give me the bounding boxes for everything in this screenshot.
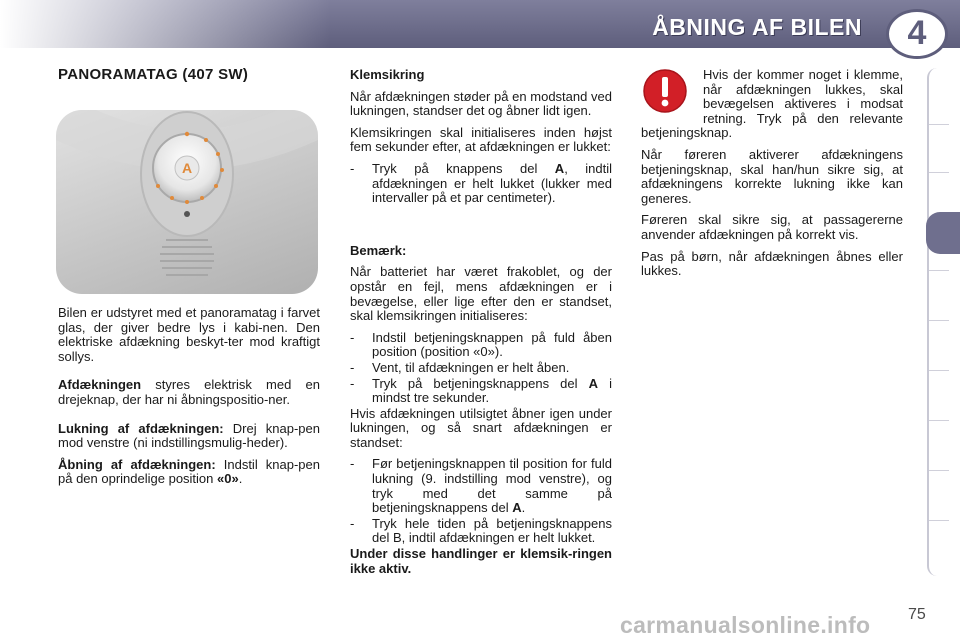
- key-a: A: [512, 500, 522, 516]
- warning-paragraph-3: Føreren skal sikre sig, at passagererne anvender afdækningen på korrekt vis.: [641, 212, 903, 242]
- side-tab[interactable]: [929, 370, 949, 371]
- note-title: [350, 244, 612, 259]
- indicator-dot: [184, 211, 190, 217]
- side-tab[interactable]: [929, 520, 949, 521]
- side-tab[interactable]: [929, 172, 949, 173]
- header-fade: [0, 0, 330, 48]
- column-right: [641, 68, 903, 286]
- roof-control-illustration: [56, 110, 318, 294]
- lukning-text: Drej knap-pen mod venstre (ni indstillingsmulig-heder).: [58, 420, 320, 451]
- side-tab[interactable]: [929, 270, 949, 271]
- note-warning: [350, 547, 612, 576]
- afdaekningen-label: Afdækningen: [58, 377, 142, 393]
- side-tab[interactable]: [929, 320, 949, 321]
- column-middle: [350, 68, 612, 583]
- klemsikring-paragraph-1: Når afdækningen støder på en modstand ved lukningen, standser det og åbner lidt igen.: [350, 88, 612, 119]
- lukning-paragraph: [58, 422, 320, 451]
- aabning-end: .: [238, 471, 243, 487]
- aabning-position: «0»: [217, 471, 239, 487]
- side-tab-active[interactable]: [926, 212, 960, 254]
- klemsikring-paragraph-2: Klemsikringen skal initialiseres inden højst fem sekunder efter, at afdækningen er lukket:: [350, 124, 612, 155]
- step-text: Tryk på betjeningsknappens del: [372, 375, 589, 391]
- side-tab-strip: [927, 68, 947, 576]
- page-number: 75: [908, 606, 926, 623]
- step-text: .: [521, 500, 526, 516]
- note-warning-text: Under disse handlinger er klemsik-ringen ikke aktiv.: [350, 546, 612, 576]
- step-text: i mindst tre sekunder.: [372, 375, 612, 406]
- warning-icon: [641, 68, 689, 114]
- note-step-4: [350, 457, 612, 515]
- klemsikring-title-text: Klemsikring: [350, 67, 425, 82]
- klemsikring-title: [350, 68, 612, 83]
- key-a: A: [554, 160, 565, 176]
- control-label-a: A: [181, 160, 193, 176]
- afdaekningen-text: styres elektrisk med en drejeknap, der har ni åbningspositio-ner.: [58, 377, 320, 407]
- afdaekningen-paragraph: [58, 378, 320, 407]
- aabning-paragraph: [58, 458, 320, 487]
- note-step-3: [350, 377, 612, 406]
- aabning-label: Åbning af afdækningen:: [58, 456, 216, 472]
- side-tab[interactable]: [929, 470, 949, 471]
- note-step-2: - Vent, til afdækningen er helt åben.: [350, 361, 612, 376]
- step-text: , indtil afdækningen er helt lukket (lukker med intervaller på et par centimeter).: [372, 160, 612, 206]
- side-tab[interactable]: [929, 420, 949, 421]
- note-step-1: - Indstil betjeningsknappen på fuld åben position (position «0»).: [350, 331, 612, 360]
- chapter-badge: [886, 9, 948, 59]
- section-title: PANORAMATAG (407 SW): [58, 66, 249, 83]
- chapter-number: 4: [907, 14, 927, 52]
- note-paragraph-1: Når batteriet har været frakoblet, og der opstår en fejl, mens afdækningen er i bevægelse, eller lige efter den er standset, skal klemsikringen initialiseres:: [350, 264, 612, 324]
- key-a: A: [588, 375, 599, 391]
- watermark: carmanualsonline.info: [620, 612, 871, 638]
- aabning-text: Indstil knap-pen på den oprindelige position: [58, 456, 320, 487]
- klemsikring-step-1: [350, 162, 612, 206]
- warning-paragraph-4: Pas på børn, når afdækningen åbnes eller lukkes.: [641, 248, 903, 279]
- chapter-title: ÅBNING AF BILEN: [652, 14, 862, 40]
- note-title-text: Bemærk:: [350, 242, 407, 258]
- column-left: [58, 306, 320, 494]
- intro-text: Bilen er udstyret med et panoramatag i farvet glas, der giver bedre lys i kabi-nen. Den elektriske afdækning beskyt-ter mod kraftigt sollys.: [58, 305, 320, 364]
- step-text: Før betjeningsknappen til position for fuld lukning (9. indstilling mod venstre), og tryk med det samme på betjeningsknappens del: [372, 456, 612, 516]
- step-text: Tryk på knappens del: [372, 160, 555, 176]
- lukning-label: Lukning af afdækningen:: [58, 420, 224, 436]
- roof-control-photo: [56, 110, 318, 294]
- note-step-5: - Tryk hele tiden på betjeningsknappens del B, indtil afdækningen er helt lukket.: [350, 517, 612, 546]
- note-paragraph-2: Hvis afdækningen utilsigtet åbner igen under lukningen, og så snart afdækningen er standset:: [350, 405, 612, 450]
- speaker-grille: [160, 240, 214, 275]
- warning-paragraph-1: Hvis der kommer noget i klemme, når afdækningen lukkes, skal bevægelsen aktiveres i modsat retning. Tryk på den relevante betjeningsknap.: [641, 67, 903, 141]
- side-tab[interactable]: [929, 124, 949, 125]
- warning-paragraph-2: Når føreren aktiverer afdækningens betjeningsknap, skal han/hun sikre sig, at afdækningens korrekte lukning ikke kan generes.: [641, 146, 903, 206]
